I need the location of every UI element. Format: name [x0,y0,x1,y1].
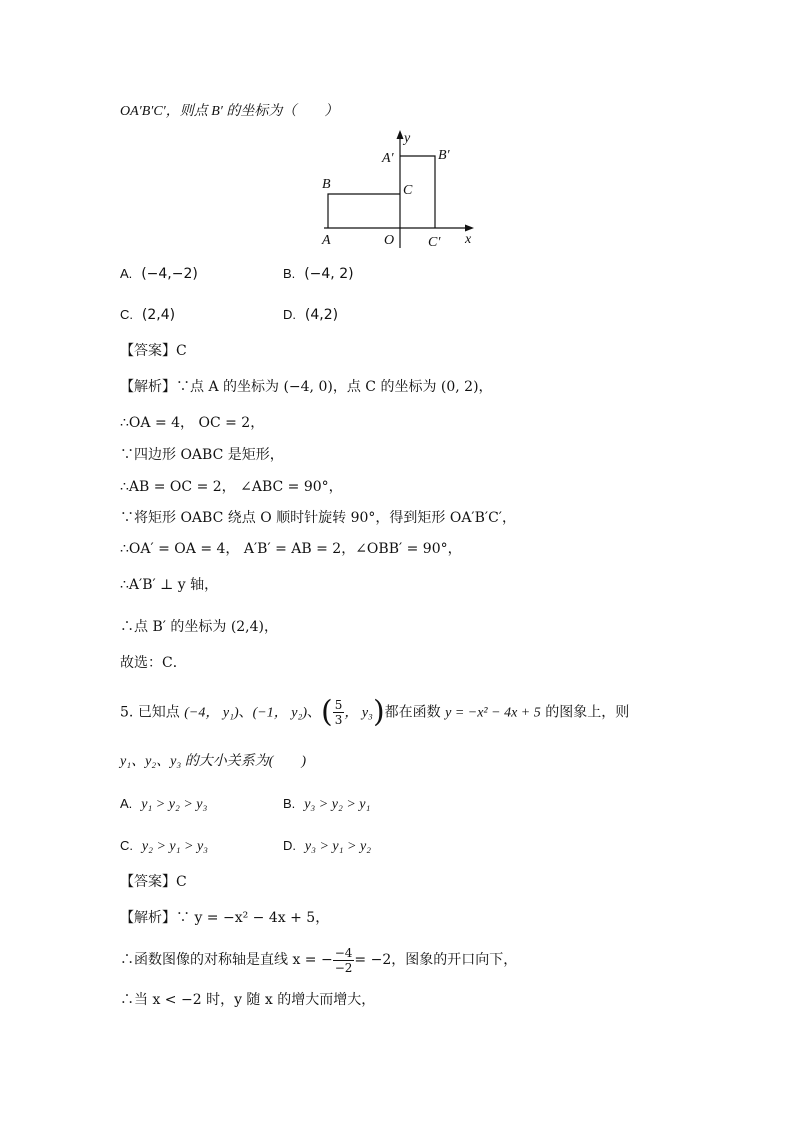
q4-analysis-line: ∴A′B′ ⊥ y 轴， [120,577,219,593]
label-a-prime: A′ [382,151,394,166]
fraction-neg4-neg2: $\frac{-4}{-2}$ [334,945,353,975]
label-c-prime: C′ [428,235,441,250]
y-axis-arrow-icon [397,130,404,139]
q5-stem: 5. 已知点 (−4， y₁)、(−1， y₂)、( $\frac{5}{3}$ ， y₃)都在函数 y = −x² − 4x + 5 的图象上，则 [120,694,630,730]
q4-option-a: A. (−4,−2) [120,266,198,282]
x-axis-arrow-icon [465,225,474,232]
q5-option-b: B. y₃ > y₂ > y₁ [283,796,371,812]
question-stem: OA′B′C′，则点 B′ 的坐标为（ ） [120,104,339,119]
label-x: x [465,232,472,247]
q5-option-a: A. y₁ > y₂ > y₃ [120,796,208,812]
q4-analysis-line: ∴AB = OC = 2， ∠ABC = 90°， [120,479,343,495]
label-b: B [322,177,331,192]
q4-analysis-line: ∴点 B′ 的坐标为 (2,4)， [120,619,279,635]
q4-analysis-line: ∵将矩形 OABC 绕点 O 顺时针旋转 90°，得到矩形 OA′B′C′， [120,510,516,526]
q5-option-d: D. y₃ > y₁ > y₂ [283,838,372,854]
q4-option-b: B. (−4, 2) [283,266,354,282]
rectangle-oabc [328,194,400,228]
q4-analysis-line: 【解析】∵点 A 的坐标为 (−4, 0)，点 C 的坐标为 (0, 2)， [120,379,493,395]
q4-analysis-line: ∵四边形 OABC 是矩形， [120,447,284,463]
q5-number: 5. [120,704,134,721]
q5-option-c: C. y₂ > y₁ > y₃ [120,838,209,854]
q5-analysis-line: 【解析】∵ y = −x² − 4x + 5， [120,910,330,926]
q4-analysis-line: ∴OA′ = OA = 4， A′B′ = AB = 2，∠OBB′ = 90°， [120,541,462,557]
label-y: y [404,131,411,146]
q4-option-c: C. (2,4) [120,307,176,323]
q4-option-d: D. (4,2) [283,307,339,323]
q4-analysis-line: ∴OA = 4， OC = 2， [120,415,265,431]
label-a: A [322,233,331,248]
label-c: C [403,183,413,198]
label-o: O [384,233,395,248]
q5-analysis-line: ∴函数图像的对称轴是直线 x = − $\frac{-4}{-2}$ = −2，图象的开口向下， [120,945,518,975]
q4-analysis-line: 故选：C． [120,655,187,671]
q5-analysis-line: ∴当 x < −2 时，y 随 x 的增大而增大， [120,992,376,1008]
q4-answer: 【答案】C [120,343,187,359]
q5-stem-line2: y₁、y₂、y₃ 的大小关系为( ) [120,754,307,769]
fraction-5-3: $\frac{5}{3}$ [334,698,343,727]
label-b-prime: B′ [438,148,450,163]
coordinate-diagram [310,128,480,252]
q5-answer: 【答案】C [120,874,187,890]
